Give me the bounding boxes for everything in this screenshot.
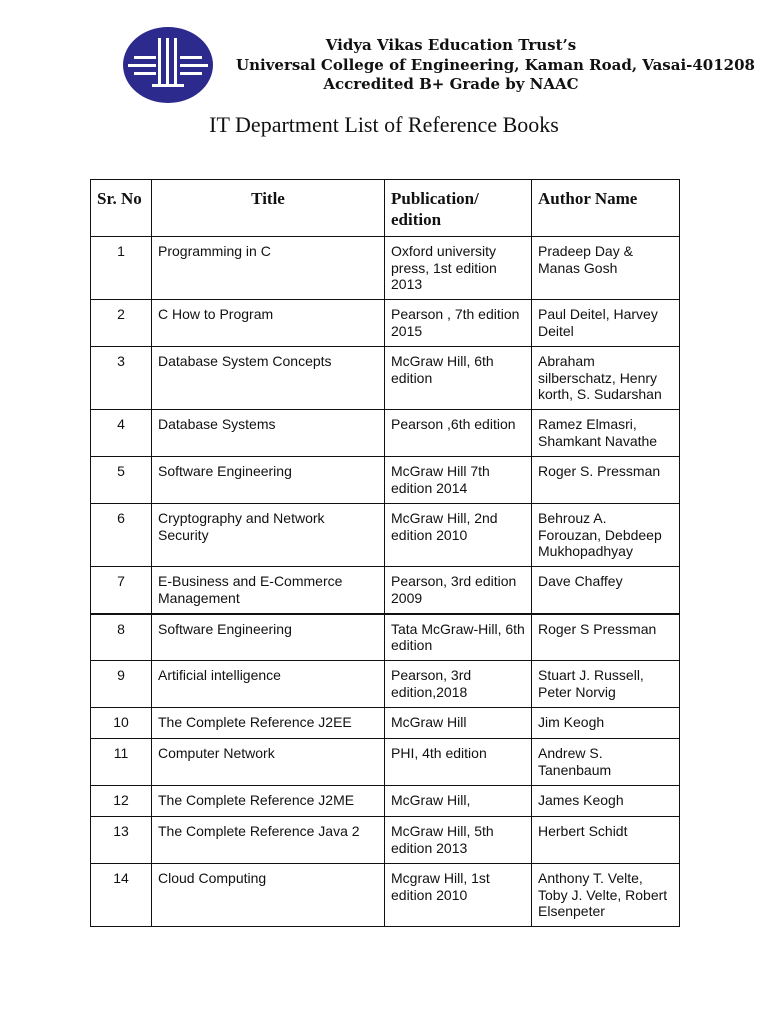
college-name: Universal College of Engineering, Kaman Road, Vasai-401208 <box>236 55 755 74</box>
cell-author: Stuart J. Russell, Peter Norvig <box>532 661 680 708</box>
cell-author: Pradeep Day & Manas Gosh <box>532 237 680 300</box>
table-row <box>91 347 680 410</box>
cell-author: Anthony T. Velte, Toby J. Velte, Robert Elsenpeter <box>532 864 680 927</box>
cell-title: Computer Network <box>152 739 385 786</box>
table-row <box>91 567 680 614</box>
cell-title: Cryptography and Network Security <box>152 504 385 567</box>
table-row <box>91 708 680 739</box>
header-author: Author Name <box>532 180 680 237</box>
table-row <box>91 864 680 927</box>
header-publication: Publication/ edition <box>385 180 532 237</box>
trust-name: Vidya Vikas Education Trust’s <box>325 36 577 54</box>
cell-sr-no: 12 <box>91 786 152 817</box>
table-row <box>91 300 680 347</box>
table-row <box>91 237 680 300</box>
cell-title: Software Engineering <box>152 457 385 504</box>
cell-sr-no: 8 <box>91 614 152 661</box>
accreditation: Accredited B+ Grade by NAAC <box>323 75 579 93</box>
cell-author: Roger S. Pressman <box>532 457 680 504</box>
cell-title: Database Systems <box>152 410 385 457</box>
cell-author: Ramez Elmasri, Shamkant Navathe <box>532 410 680 457</box>
cell-title: The Complete Reference J2EE <box>152 708 385 739</box>
cell-author: James Keogh <box>532 786 680 817</box>
cell-publication: Tata McGraw-Hill, 6th edition <box>385 614 532 661</box>
header-sr-no: Sr. No <box>91 180 152 237</box>
cell-publication: McGraw Hill, <box>385 786 532 817</box>
cell-publication: McGraw Hill, 5th edition 2013 <box>385 817 532 864</box>
cell-sr-no: 10 <box>91 708 152 739</box>
table-row <box>91 410 680 457</box>
cell-publication: Pearson, 3rd edition 2009 <box>385 567 532 614</box>
cell-publication: PHI, 4th edition <box>385 739 532 786</box>
college-logo <box>122 26 214 104</box>
cell-sr-no: 14 <box>91 864 152 927</box>
cell-title: Programming in C <box>152 237 385 300</box>
cell-sr-no: 3 <box>91 347 152 410</box>
cell-author: Andrew S. Tanenbaum <box>532 739 680 786</box>
cell-title: Software Engineering <box>152 614 385 661</box>
cell-sr-no: 4 <box>91 410 152 457</box>
cell-sr-no: 2 <box>91 300 152 347</box>
cell-sr-no: 11 <box>91 739 152 786</box>
table-row <box>91 457 680 504</box>
page-title: IT Department List of Reference Books <box>209 112 559 137</box>
cell-publication: McGraw Hill <box>385 708 532 739</box>
cell-author: Dave Chaffey <box>532 567 680 614</box>
cell-sr-no: 13 <box>91 817 152 864</box>
cell-title: Cloud Computing <box>152 864 385 927</box>
cell-publication: Oxford university press, 1st edition 2013 <box>385 237 532 300</box>
table-row <box>91 614 680 661</box>
cell-publication: Pearson , 7th edition 2015 <box>385 300 532 347</box>
cell-author: Paul Deitel, Harvey Deitel <box>532 300 680 347</box>
header-title: Title <box>152 180 385 237</box>
cell-publication: Pearson, 3rd edition,2018 <box>385 661 532 708</box>
cell-publication: Pearson ,6th edition <box>385 410 532 457</box>
institution-header <box>236 36 755 95</box>
cell-title: C How to Program <box>152 300 385 347</box>
cell-sr-no: 1 <box>91 237 152 300</box>
cell-author: Behrouz A. Forouzan, Debdeep Mukhopadhyay <box>532 504 680 567</box>
cell-title: Artificial intelligence <box>152 661 385 708</box>
cell-sr-no: 7 <box>91 567 152 614</box>
cell-publication: McGraw Hill, 6th edition <box>385 347 532 410</box>
cell-author: Herbert Schidt <box>532 817 680 864</box>
cell-sr-no: 9 <box>91 661 152 708</box>
cell-author: Abraham silberschatz, Henry korth, S. Sudarshan <box>532 347 680 410</box>
cell-author: Jim Keogh <box>532 708 680 739</box>
table-row <box>91 817 680 864</box>
cell-sr-no: 5 <box>91 457 152 504</box>
cell-publication: McGraw Hill, 2nd edition 2010 <box>385 504 532 567</box>
table-row <box>91 661 680 708</box>
reference-books-table <box>90 179 680 927</box>
cell-title: The Complete Reference J2ME <box>152 786 385 817</box>
table-row <box>91 739 680 786</box>
cell-title: Database System Concepts <box>152 347 385 410</box>
cell-publication: Mcgraw Hill, 1st edition 2010 <box>385 864 532 927</box>
cell-publication: McGraw Hill 7th edition 2014 <box>385 457 532 504</box>
cell-sr-no: 6 <box>91 504 152 567</box>
table-row <box>91 504 680 567</box>
cell-title: E-Business and E-Commerce Management <box>152 567 385 614</box>
table-header-row <box>91 180 680 237</box>
cell-title: The Complete Reference Java 2 <box>152 817 385 864</box>
table-row <box>91 786 680 817</box>
cell-author: Roger S Pressman <box>532 614 680 661</box>
